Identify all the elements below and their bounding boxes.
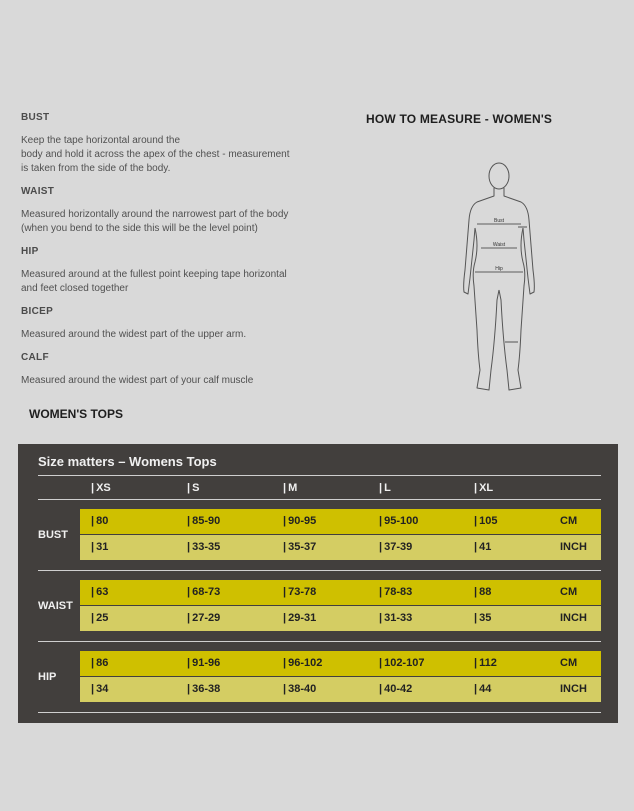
- cell: | 35: [474, 612, 491, 624]
- calf-description: [21, 374, 321, 388]
- cell: | 25: [91, 612, 108, 624]
- cell: | 44: [474, 683, 491, 695]
- size-chart: [18, 444, 618, 723]
- bust-row-label: BUST: [38, 529, 68, 541]
- cell: | 96-102: [283, 657, 322, 669]
- waist-heading: WAIST: [21, 186, 55, 197]
- cell: | 68-73: [187, 586, 220, 598]
- cell: | 31-33: [379, 612, 412, 624]
- hip-heading: HIP: [21, 246, 39, 257]
- cell: | 102-107: [379, 657, 424, 669]
- cell: | 86: [91, 657, 108, 669]
- bust-description: [21, 134, 321, 176]
- how-to-measure-title: HOW TO MEASURE - WOMEN'S: [366, 112, 553, 126]
- cell: | 34: [91, 683, 108, 695]
- unit-inch: INCH: [560, 541, 587, 553]
- cell: | 29-31: [283, 612, 316, 624]
- cell: | 78-83: [379, 586, 412, 598]
- cell: | 38-40: [283, 683, 316, 695]
- divider: [38, 570, 601, 571]
- size-s-header: | S: [187, 482, 199, 494]
- hip-cm-row: [80, 651, 601, 676]
- cell: | 31: [91, 541, 108, 553]
- cell: | 91-96: [187, 657, 220, 669]
- size-xl-header: | XL: [474, 482, 493, 494]
- bust-desc-line: body and hold it across the apex of the chest - measurement: [21, 149, 290, 160]
- cell: | 90-95: [283, 515, 316, 527]
- bust-cm-row: [80, 509, 601, 534]
- cell: | 63: [91, 586, 108, 598]
- unit-inch: INCH: [560, 612, 587, 624]
- divider: [38, 499, 601, 500]
- waist-desc-line: Measured horizontally around the narrowest part of the body: [21, 209, 289, 220]
- size-chart-title: Size matters – Womens Tops: [38, 454, 217, 469]
- size-l-header: | L: [379, 482, 391, 494]
- calf-desc-line: Measured around the widest part of your calf muscle: [21, 375, 254, 386]
- hip-description: [21, 268, 321, 296]
- unit-cm: CM: [560, 657, 578, 669]
- waist-cm-row: [80, 580, 601, 605]
- calf-heading: CALF: [21, 352, 49, 363]
- cell: | 33-35: [187, 541, 220, 553]
- bicep-heading: BICEP: [21, 306, 54, 317]
- bicep-description: [21, 328, 321, 342]
- divider: [38, 712, 601, 713]
- cell: | 37-39: [379, 541, 412, 553]
- cell: | 112: [474, 657, 497, 669]
- cell: | 105: [474, 515, 497, 527]
- body-measure-figure: [455, 160, 545, 396]
- cell: | 95-100: [379, 515, 418, 527]
- unit-cm: CM: [560, 586, 578, 598]
- figure-label-hip: Hip: [495, 266, 503, 272]
- cell: | 80: [91, 515, 108, 527]
- womens-tops-title: WOMEN'S TOPS: [29, 407, 123, 421]
- bicep-desc-line: Measured around the widest part of the upper arm.: [21, 329, 247, 340]
- cell: | 88: [474, 586, 491, 598]
- hip-desc-line: Measured around at the fullest point keeping tape horizontal: [21, 269, 287, 280]
- unit-inch: INCH: [560, 683, 587, 695]
- cell: | 85-90: [187, 515, 220, 527]
- cell: | 40-42: [379, 683, 412, 695]
- bust-heading: BUST: [21, 112, 50, 123]
- size-m-header: | M: [283, 482, 297, 494]
- divider: [38, 475, 601, 476]
- waist-row-label: WAIST: [38, 600, 73, 612]
- size-xs-header: | XS: [91, 482, 111, 494]
- bust-desc-line: Keep the tape horizontal around the: [21, 135, 181, 146]
- cell: | 35-37: [283, 541, 316, 553]
- cell: | 27-29: [187, 612, 220, 624]
- waist-description: [21, 208, 321, 236]
- cell: | 36-38: [187, 683, 220, 695]
- unit-cm: CM: [560, 515, 578, 527]
- waist-desc-line: (when you bend to the side this will be the level point): [21, 223, 258, 234]
- bust-desc-line: is taken from the side of the body.: [21, 163, 171, 174]
- figure-label-waist: Waist: [492, 242, 506, 248]
- hip-inch-row: [80, 677, 601, 702]
- cell: | 73-78: [283, 586, 316, 598]
- hip-desc-line: and feet closed together: [21, 283, 129, 294]
- figure-label-bust: Bust: [493, 218, 505, 224]
- divider: [38, 641, 601, 642]
- waist-inch-row: [80, 606, 601, 631]
- cell: | 41: [474, 541, 491, 553]
- bust-inch-row: [80, 535, 601, 560]
- hip-row-label: HIP: [38, 671, 57, 683]
